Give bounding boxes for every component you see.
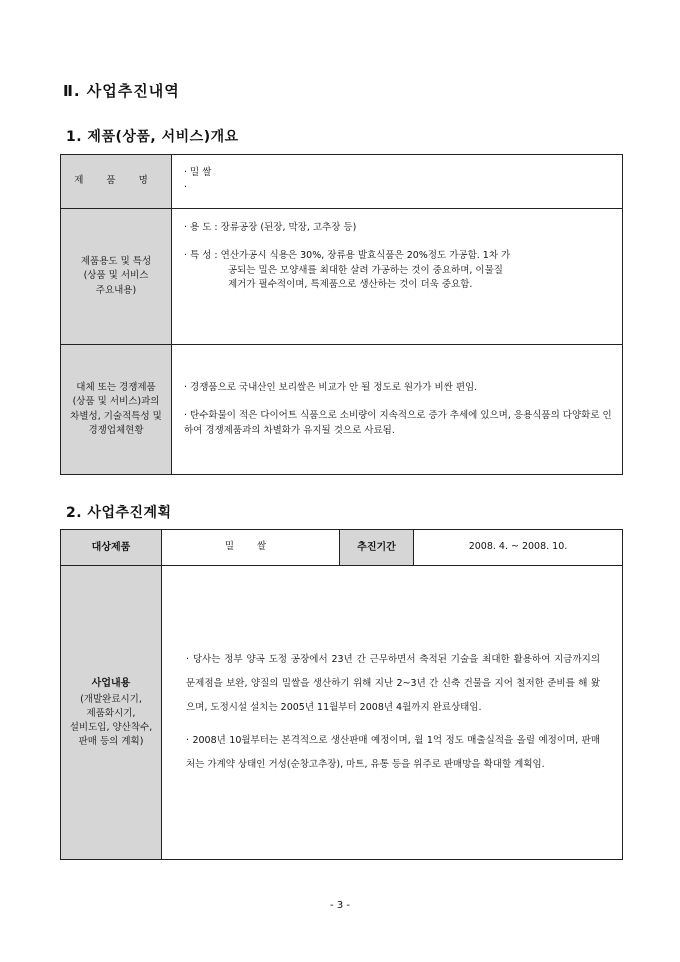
plan-para-1: · 당사는 정부 양곡 도정 공장에서 23년 간 근무하면서 축적된 기술을 최대한 활용하여 지금까지의 문제점을 보완, 양질의 밀쌀을 생산하기 위해 지난 2~3년 간 신축 건물을 지어 철저한 준비를 해 왔으며, 도정시설 설치는 2005년 11월부터 2008년 4월까지 완료상태임. xyxy=(186,654,600,713)
product-name-row xyxy=(61,155,623,209)
feature-line: · 특 성 : 연산가공시 식용은 30%, 장류용 발효식품은 20%정도 가공함. 1차 가 xyxy=(184,250,511,262)
competitor-cell xyxy=(172,345,623,475)
plan-para-2: · 2008년 10월부터는 본격적으로 생산판매 예정이며, 월 1억 정도 매출실적을 올릴 예정이며, 판매처는 가계약 상태인 거성(순창고추장), 마트, 유통 등을 위주로 판매망을 확대할 계획임. xyxy=(186,735,600,771)
section1-title: 1. 제품(상품, 서비스)개요 xyxy=(66,129,239,145)
competitor-para-2: · 탄수화물이 적은 다이어트 식품으로 소비량이 지속적으로 증가 추세에 있으며, 응용식품의 다양화로 인하여 경쟁제품과의 차별화가 유지될 것으로 사료됨. xyxy=(184,410,612,436)
product-overview-table xyxy=(60,154,623,475)
plan-header-row xyxy=(61,530,623,566)
content-cell xyxy=(162,566,623,860)
period-label: 추진기간 xyxy=(340,530,414,566)
page-number: - 3 - xyxy=(330,900,350,911)
section2-title: 2. 사업추진계획 xyxy=(66,505,172,521)
product-name-cell xyxy=(172,155,623,209)
product-usage-label: 제품용도 및 특성 (상품 및 서비스 주요내용) xyxy=(61,209,172,345)
product-usage-row xyxy=(61,209,623,345)
period-value: 2008. 4. ~ 2008. 10. xyxy=(414,530,623,566)
competitor-label: 대체 또는 경쟁제품 (상품 및 서비스)과의 차별성, 기술적특성 및 경쟁업체현황 xyxy=(61,345,172,475)
feature-line-3: 제거가 필수적이며, 특제품으로 생산하는 것이 더욱 중요함. xyxy=(228,278,473,290)
main-heading: Ⅱ. 사업추진내역 xyxy=(63,82,180,100)
target-product-label: 대상제품 xyxy=(61,530,162,566)
feature-line-2: 공되는 밀은 모양새를 최대한 살려 가공하는 것이 중요하며, 이물질 xyxy=(228,264,503,276)
content-label: 사업내용 (개발완료시기, 제품화시기, 설비도입, 양산착수, 판매 등의 계획) xyxy=(61,566,162,860)
product-name-line: · 밀 쌀 xyxy=(184,167,212,179)
business-plan-table xyxy=(60,529,623,860)
plan-content-row xyxy=(61,566,623,860)
competitor-row xyxy=(61,345,623,475)
product-name-label: 제 품 명 xyxy=(61,155,172,209)
target-product-value: 밀 쌀 xyxy=(162,530,340,566)
usage-line: · 용 도 : 장류공장 (된장, 막장, 고추장 등) xyxy=(184,222,357,233)
product-usage-cell xyxy=(172,209,623,345)
product-name-line-empty: · xyxy=(184,181,188,193)
competitor-para-1: · 경쟁품으로 국내산인 보리쌀은 비교가 안 될 정도로 원가가 비싼 편임. xyxy=(184,382,478,394)
